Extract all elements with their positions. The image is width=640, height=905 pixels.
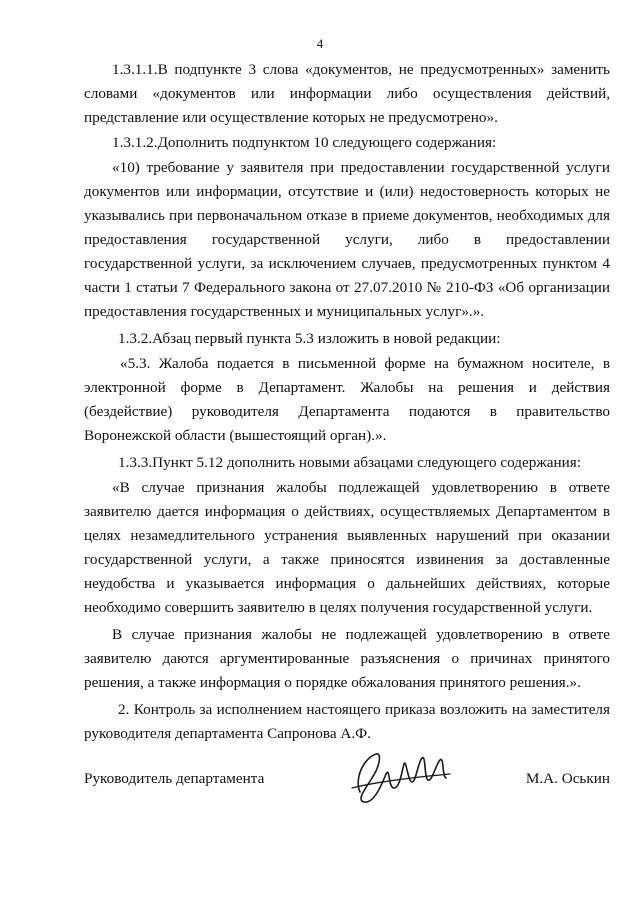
handwritten-signature (346, 748, 456, 808)
paragraph-1-3-3: 1.3.3.Пункт 5.12 дополнить новыми абзацами следующего содержания: (118, 454, 581, 471)
paragraph-quote-item-10: «10) требование у заявителя при предоставлении государственной услуги документов или информации, отсутствие и (или) недостоверность которых не указывались при первоначальном отказе в приеме документов, необходимых для предоставления государственной услуги, либо в предоставлении государственной услуги, за исключением случаев, предусмотренных пунктом 4 части 1 статьи 7 Федерального закона от 27.07.2010 № 210-ФЗ «Об организации предоставления государственных и муниципальных услуг».». (84, 159, 610, 320)
document-body (84, 58, 610, 746)
paragraph-1-3-1-2: 1.3.1.2.Дополнить подпунктом 10 следующего содержания: (112, 134, 497, 151)
page-number: 4 (316, 36, 324, 51)
paragraph-2-control: 2. Контроль за исполнением настоящего приказа возложить на заместителя руководителя департамента Сапронова А.Ф. (84, 701, 610, 742)
paragraph-complaint-rejected: В случае признания жалобы не подлежащей удовлетворению в ответе заявителю даются аргументированные разъяснения о причинах принятого решения, а также информация о порядке обжалования принятого решения.». (84, 626, 610, 691)
paragraph-1-3-1-1: 1.3.1.1.В подпункте 3 слова «документов, не предусмотренных» заменить словами «документов или информации либо осуществления действий, представление или осуществление которых не предусмотрено». (84, 61, 610, 126)
paragraph-1-3-2: 1.3.2.Абзац первый пункта 5.3 изложить в новой редакции: (118, 330, 501, 347)
signer-name: М.А. Оськин (525, 770, 610, 787)
signature-block (84, 770, 610, 810)
paragraph-quote-5-3: «5.3. Жалоба подается в письменной форме на бумажном носителе, в электронной форме в Департамент. Жалобы на решения и действия (бездействие) руководителя Департамента подаются в правительство Воронежской области (вышестоящий орган).». (84, 355, 610, 444)
signer-title: Руководитель департамента (84, 770, 265, 787)
paragraph-quote-complaint-satisfied: «В случае признания жалобы подлежащей удовлетворению в ответе заявителю дается информация о действиях, осуществляемых Департаментом в целях незамедлительного устранения выявленных нарушений при оказании государственной услуги, а также приносятся извинения за доставленные неудобства и указывается информация о дальнейших действиях, которые необходимо совершить заявителю в целях получения государственной услуги. (84, 479, 610, 616)
